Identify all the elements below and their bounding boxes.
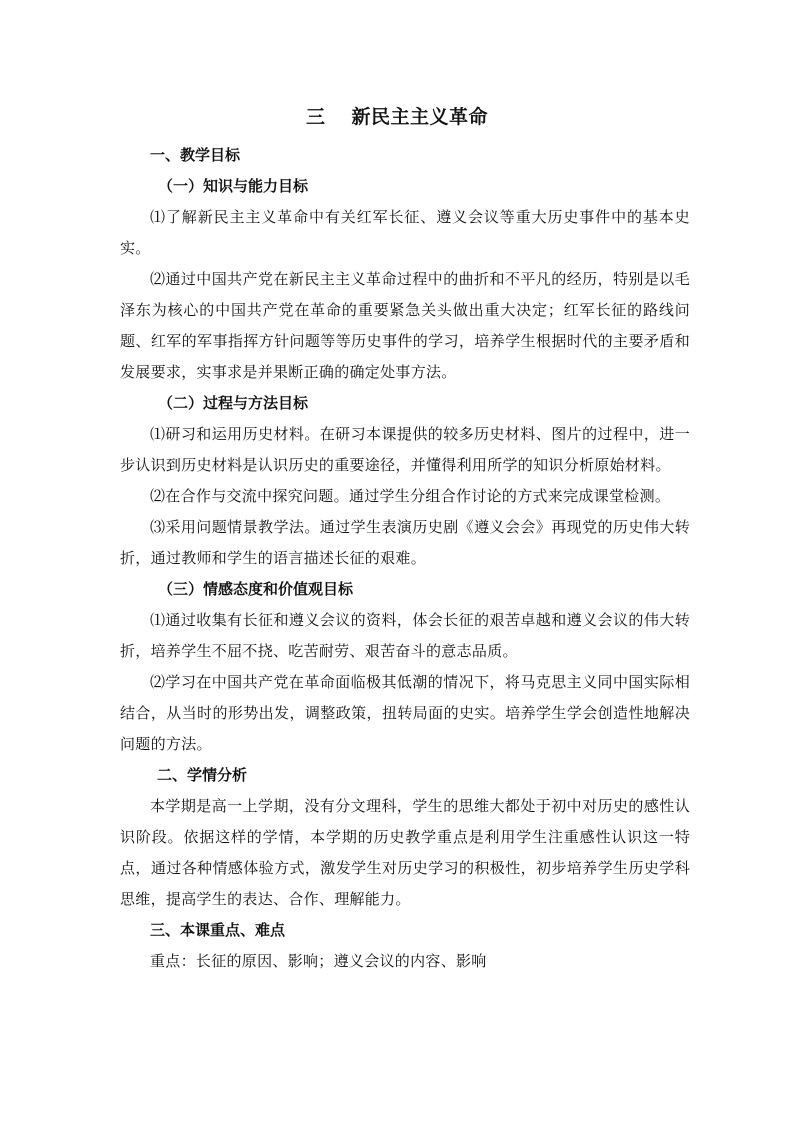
subheading-emotion-values: （三）情感态度和价值观目标 xyxy=(158,580,354,598)
paragraph: 重点：长征的原因、影响；遵义会议的内容、影响 xyxy=(150,952,487,970)
title-text: 新民主主义革命 xyxy=(351,106,489,128)
document-title xyxy=(0,102,794,129)
section-heading-key-points: 三、本课重点、难点 xyxy=(150,921,286,939)
paragraph: ⑴研习和运用历史材料。在研习本课提供的较多历史材料、图片的过程中，进一步认识到历史材料是认识历史的重要途径，并懂得利用所学的知识分析原始材料。 xyxy=(120,425,690,474)
paragraph: ⑴了解新民主主义革命中有关红军长征、遵义会议等重大历史事件中的基本史实。 xyxy=(120,208,690,257)
paragraph: ⑵在合作与交流中探究问题。通过学生分组合作讨论的方式来完成课堂检测。 xyxy=(150,487,671,505)
paragraph: ⑴通过收集有长征和遵义会议的资料，体会长征的艰苦卓越和遵义会议的伟大转折，培养学生不屈不挠、吃苦耐劳、艰苦奋斗的意志品质。 xyxy=(120,611,690,660)
document-body xyxy=(120,140,690,977)
paragraph: ⑵通过中国共产党在新民主主义革命过程中的曲折和不平凡的经历，特别是以毛泽东为核心的中国共产党在革命的重要紧急关头做出重大决定；红军长征的路线问题、红军的军事指挥方针问题等等历史事件的学习，培养学生根据时代的主要矛盾和发展要求，实事求是并果断正确的确定处事方法。 xyxy=(120,270,690,381)
section-heading-teaching-goals: 一、教学目标 xyxy=(150,146,241,164)
paragraph: ⑶采用问题情景教学法。通过学生表演历史剧《遵义会会》再现党的历史伟大转折，通过教师和学生的语言描述长征的艰难。 xyxy=(120,518,690,567)
paragraph: ⑵学习在中国共产党在革命面临极其低潮的情况下，将马克思主义同中国实际相结合，从当时的形势出发，调整政策，扭转局面的史实。培养学生学会创造性地解决问题的方法。 xyxy=(120,673,690,753)
title-number: 三 xyxy=(305,106,326,128)
section-heading-student-analysis: 二、学情分析 xyxy=(157,766,248,784)
subheading-process-method: （二）过程与方法目标 xyxy=(158,394,309,412)
subheading-knowledge-ability: （一）知识与能力目标 xyxy=(158,177,309,195)
paragraph: 本学期是高一上学期，没有分文理科，学生的思维大都处于初中对历史的感性认识阶段。依据这样的学情，本学期的历史教学重点是利用学生注重感性认识这一特点，通过各种情感体验方式，激发学生对历史学习的积极性，初步培养学生历史学科思维，提高学生的表达、合作、理解能力。 xyxy=(120,797,690,908)
